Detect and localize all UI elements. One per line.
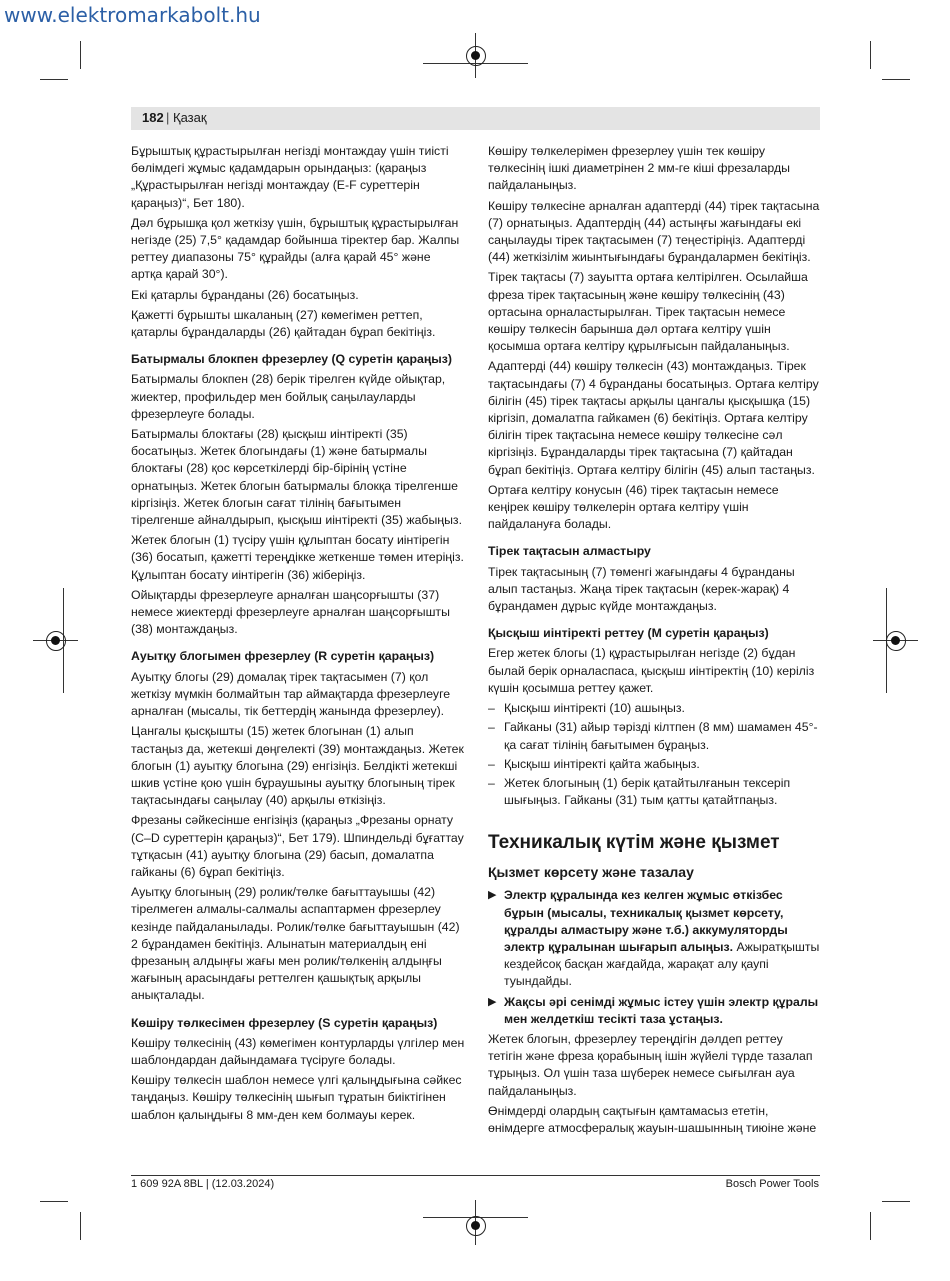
registration-target-icon bbox=[46, 631, 66, 651]
dash-list-item bbox=[488, 756, 820, 773]
paragraph: Өнімдерді олардың сақтығын қамтамасыз ететін, өнімдерге атмосфералық жауын-шашынның тиюіне және bbox=[488, 1103, 817, 1135]
section-heading: Ауытқу блогымен фрезерлеу (R суретін қараңыз) bbox=[131, 649, 435, 664]
paragraph: Бұрыштық құрастырылған негізді монтаждау үшін тиісті бөлімдегі жұмыс қадамдарын орындаңыз: (қараңыз „Құрастырылған негізді монтаждау (E-F суреттерін қараңыз)“, Бет 180). bbox=[131, 144, 449, 210]
crop-mark bbox=[80, 41, 81, 69]
header-separator: | bbox=[166, 110, 170, 125]
paragraph: Тірек тақтасы (7) зауытта ортаға келтірілген. Осылайша фреза тірек тақтасының және көшіру төлкесінің (43) ортасына орналастырылған. Тірек тақтасын немесе көшіру төлкесін барынша дәл ортаға келтіру үшін қосымша ортаға келтіру құрылғысын пайдаланыңыз. bbox=[488, 270, 808, 354]
paragraph: Егер жетек блогы (1) құрастырылған негізде (2) бұдан былай берік орналаспаса, қысқыш иінтіректің (10) керіліз күшін қосымша реттеу қажет. bbox=[488, 646, 815, 695]
crop-mark bbox=[870, 41, 871, 69]
dash-marker: – bbox=[488, 701, 495, 716]
paragraph: Қажетті бұрышты шкаланың (27) көмегімен реттеп, қатарлы бұрандаларды (26) қайтадан бұрап бекітіңіз. bbox=[131, 307, 436, 340]
crop-mark bbox=[40, 1201, 68, 1202]
page-header bbox=[131, 107, 820, 130]
registration-target-icon bbox=[466, 1216, 486, 1236]
paragraph: Цангалы қысқышты (15) жетек блогынан (1) алып тастаңыз да, жетекші дөңгелекті (39) монтаждаңыз. Жетек блогын (1) ауытқу блогына (29) енгізіңіз. Белдікті жетекші шкив үстіне қою үшін бұраушыны ауытқу блогының тірек тақтасындағы саңылау (40) арқылы өткізіңіз. bbox=[131, 724, 464, 808]
warning-item bbox=[488, 887, 820, 990]
right-column bbox=[488, 143, 820, 1140]
warning-text bbox=[504, 887, 820, 990]
footer-divider bbox=[131, 1175, 820, 1176]
arrow-bullet-icon: ▶ bbox=[488, 995, 497, 1008]
subsection-title: Қызмет көрсету және тазалау bbox=[488, 864, 694, 881]
paragraph: Көшіру төлкесінің (43) көмегімен контурларды үлгілер мен шаблондардан дайындамаға түсіруге болады. bbox=[131, 1035, 465, 1067]
crop-mark bbox=[882, 1201, 910, 1202]
paragraph: Ортаға келтіру конусын (46) тірек тақтасын немесе кеңірек көшіру төлкелерін ортаға келтіру үшін пайдалануға болады. bbox=[488, 482, 779, 532]
registration-target-icon bbox=[886, 631, 906, 651]
page-number: 182 bbox=[142, 110, 164, 125]
footer-doc-code: 1 609 92A 8BL | (12.03.2024) bbox=[131, 1178, 275, 1190]
paragraph: Көшіру төлкелерімен фрезерлеу үшін тек көшіру төлкесінің ішкі диаметрінен 2 мм-ге кіші фрезаларды пайдаланыңыз. bbox=[488, 144, 790, 193]
paragraph: Адаптерді (44) көшіру төлкесін (43) монтаждаңыз. Тірек тақтасындағы (7) 4 бұранданы босатыңыз. Ортаға келтіру білігін (45) тірек тақтасы арқылы цангалы қысқышқа (15) кіргізіп, домалатпа гайкамен (6) бекітіңіз. Ортаға келтіру білігін тірек тақтасына немесе көшіру төлкесіне сәл кіргізіңіз. Бұрандаларды тірек тақтасына (7) қайтадан бұрап бекітіңіз. Ортаға келтіру білігін (45) алып тастаңыз. bbox=[488, 359, 819, 477]
paragraph: Ойықтарды фрезерлеуге арналған шаңсорғышты (37) немесе жиектерді фрезерлеуге арналған шаңсорғышты (38) монтаждаңыз. bbox=[131, 587, 450, 637]
section-heading: Батырмалы блокпен фрезерлеу (Q суретін қараңыз) bbox=[131, 352, 452, 367]
paragraph: Көшіру төлкесін шаблон немесе үлгі қалыңдығына сәйкес таңдаңыз. Көшіру төлкесінің шығып тұратын биіктігінен шаблон қалыңдығы 8 мм-ден кем болмауы керек. bbox=[131, 1073, 462, 1122]
crop-mark bbox=[40, 79, 68, 80]
crop-mark bbox=[870, 1212, 871, 1240]
section-heading: Көшіру төлкесімен фрезерлеу (S суретін қараңыз) bbox=[131, 1015, 438, 1030]
warning-item bbox=[488, 994, 820, 1028]
list-item-text: Гайканы (31) айыр тәрізді кілтпен (8 мм) шамамен 45°-қа сағат тілінің бағытымен бұраңыз. bbox=[504, 720, 818, 752]
paragraph: Фрезаны сәйкесінше енгізіңіз (қараңыз „Фрезаны орнату (C–D суреттерін қараңыз)“, Бет 179). Шпиндельді бұғаттау тұтқасын (41) ауытқу блогына (29) басып, домалатпа гайканы (6) бұрап бекітіңіз. bbox=[131, 813, 464, 879]
site-url[interactable]: www.elektromarkabolt.hu bbox=[4, 3, 261, 27]
paragraph: Дәл бұрышқа қол жеткізу үшін, бұрыштық құрастырылған негізде (25) 7,5° қадамдар бойынша тіректер бар. Жалпы реттеу диапазоны 75° құрайды (алға қарай 45° және артқа қарай 30°). bbox=[131, 215, 460, 282]
crop-mark bbox=[882, 79, 910, 80]
dash-marker: – bbox=[488, 756, 495, 771]
paragraph: Екі қатарлы бұранданы (26) босатыңыз. bbox=[131, 287, 359, 302]
warning-bold-text: Электр құралында кез келген жұмыс өткізбес бұрын (мысалы, техникалық қызмет көрсету, құралды алмастыру және т.б.) аккумуляторды электр құралынан шығарып алыңыз. bbox=[504, 888, 788, 954]
footer-brand: Bosch Power Tools bbox=[725, 1178, 819, 1190]
dash-list-item bbox=[488, 775, 820, 809]
list-item-text: Қысқыш иінтіректі қайта жабыңыз. bbox=[504, 756, 700, 771]
warning-rest-text: Ажыратқышты кездейсоқ басқан жағдайда, жарақат алу қаупі туындайды. bbox=[504, 939, 820, 989]
dash-marker: – bbox=[488, 720, 495, 735]
paragraph: Жетек блогын, фрезерлеу тереңдігін дәлдеп реттеу тетігін және фреза қорабының ішін жүйелі түрде тазалап тұрыңыз. Ол үшін таза шүберек немесе сығылған ауа пайдаланыңыз. bbox=[488, 1031, 813, 1098]
paragraph: Көшіру төлкесіне арналған адаптерді (44) тірек тақтасына (7) орнатыңыз. Адаптердің (44) астыңғы жағындағы екі саңылауды тірек тақтасымен (7) теңестіріңіз. Адаптерді (44) жеткізілім жиынтығындағы бұрандалармен бекітіңіз. bbox=[488, 198, 820, 265]
list-item-text: Жетек блогының (1) берік қатайтылғанын тексеріп шығыңыз. Гайканы (31) тым қатты қатайтпаңыз. bbox=[504, 775, 791, 808]
crop-mark bbox=[80, 1212, 81, 1240]
dash-marker: – bbox=[488, 775, 495, 790]
language-label: Қазақ bbox=[173, 110, 207, 125]
list-item-text: Қысқыш иінтіректі (10) ашыңыз. bbox=[504, 701, 685, 716]
dash-list-item bbox=[488, 700, 820, 717]
chapter-title: Техникалық күтім және қызмет bbox=[488, 832, 780, 854]
paragraph: Жетек блогын (1) түсіру үшін құлыптан босату иінтірегін (36) босатып, қажетті тереңдікке жеткенше төмен итеріңіз. Құлыптан босату иінтірегін (36) жіберіңіз. bbox=[131, 533, 464, 582]
warning-bold-text: Жақсы әрі сенімді жұмыс істеу үшін электр құралы мен желдеткіш тесікті таза ұстаңыз. bbox=[504, 994, 819, 1026]
paragraph: Батырмалы блоктағы (28) қысқыш иінтіректі (35) босатыңыз. Жетек блогындағы (1) және батырмалы блоктағы (28) қос көрсеткілерді бір-бірінің үстіне орнатыңыз. Жетек блогын батырмалы блокқа тірелгенше кіргізіңіз. Жетек блогын сағат тілінің бағытымен тірелгенше айналдырып, қысқыш иінтіректі (35) жабыңыз. bbox=[131, 427, 462, 528]
registration-target-icon bbox=[466, 46, 486, 66]
paragraph: Ауытқу блогының (29) ролик/төлке бағыттауышы (42) тірелмеген алмалы-салмалы аспаптармен фрезерлеу кезінде пайдаланылады. Ролик/төлке бағыттауышын (42) 2 бұрандамен бекітіңіз. Алынатын материалдың ені фрезаның алдыңғы жағы мен ролик/төлкенің алдыңғы жағының арасындағы реттелген қашықтық арқылы анықталады. bbox=[131, 885, 460, 1003]
left-column bbox=[131, 143, 465, 1127]
section-heading: Тірек тақтасын алмастыру bbox=[488, 544, 651, 559]
paragraph: Тірек тақтасының (7) төменгі жағындағы 4 бұранданы алып тастаңыз. Жаңа тірек тақтасын (керек-жарақ) 4 бұрандамен дұрыс күйде монтаждаңыз. bbox=[488, 564, 795, 614]
section-heading: Қысқыш иінтіректі реттеу (M суретін қараңыз) bbox=[488, 626, 769, 641]
arrow-bullet-icon: ▶ bbox=[488, 889, 497, 902]
dash-list-item bbox=[488, 719, 820, 753]
paragraph: Ауытқу блогы (29) домалақ тірек тақтасымен (7) қол жеткізу мүмкін болмайтын тар аймақтарда фрезерлеуге арналған (мысалы, тік беттердің жанында фрезерлеу). bbox=[131, 669, 451, 719]
paragraph: Батырмалы блокпен (28) берік тірелген күйде ойықтар, жиектер, профильдер мен бойлық саңылауларды фрезерлеуге болады. bbox=[131, 372, 446, 421]
